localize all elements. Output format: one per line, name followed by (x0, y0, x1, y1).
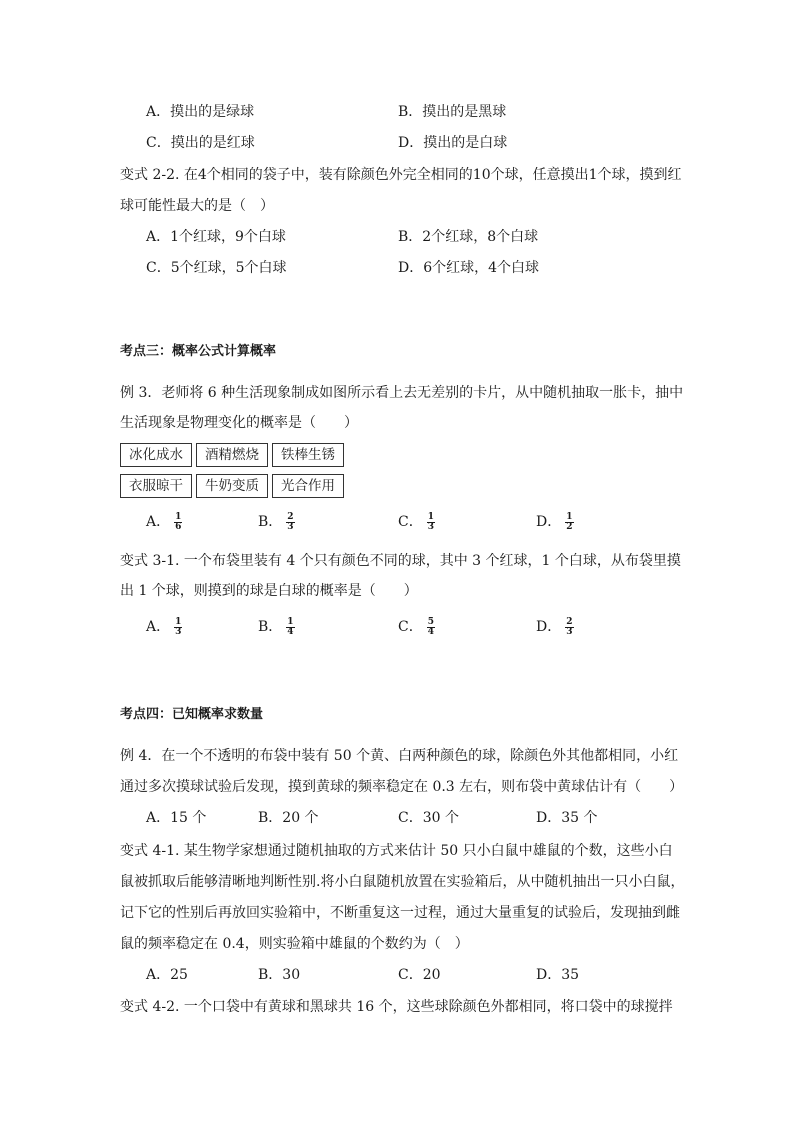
ex4-option-d: D．35 个 (536, 810, 598, 826)
q2-1-option-a: A．摸出的是绿球 (146, 104, 255, 120)
q3-1-option-d-label: D． (536, 619, 562, 635)
ex4-line1: 例 4．在一个不透明的布袋中装有 50 个黄、白两种颜色的球，除颜色外其他都相同，小红 (120, 748, 679, 764)
fraction-denominator: 2 (566, 521, 573, 532)
ex4-option-c: C．30 个 (398, 810, 459, 826)
ex3-option-c-label: C． (398, 514, 423, 530)
fraction-denominator: 4 (427, 626, 434, 637)
q2-1-option-c: C．摸出的是红球 (146, 135, 255, 151)
ex3-option-b-label: B． (258, 514, 283, 530)
fraction-denominator: 3 (287, 521, 294, 532)
q3-1-option-d (536, 617, 574, 637)
ex3-option-d-label: D． (536, 514, 562, 530)
q2-2-option-d: D．6个红球，4个白球 (398, 260, 540, 276)
fraction-denominator: 3 (427, 521, 434, 532)
q2-2-line2: 球可能性最大的是（ ） (120, 198, 274, 214)
fraction-numerator: 1 (566, 511, 573, 522)
fraction-denominator: 6 (175, 521, 182, 532)
q2-1-option-d: D．摸出的是白球 (398, 135, 508, 151)
ex3-line1: 例 3．老师将 6 种生活现象制成如图所示看上去无差别的卡片，从中随机抽取一胀卡，抽中 (120, 385, 684, 401)
q3-1-line1: 变式 3-1. 一个布袋里装有 4 个只有颜色不同的球，其中 3 个红球，1 个白球，从布袋里摸 (120, 553, 681, 569)
fraction-numerator: 1 (175, 511, 182, 522)
card-5: 牛奶变质 (196, 474, 268, 498)
q3-1-option-c-label: C． (398, 619, 423, 635)
ex4-option-a: A．15 个 (146, 810, 207, 826)
q3-1-option-d-fraction (565, 618, 573, 637)
ex3-option-c (398, 512, 435, 532)
fraction-numerator: 1 (175, 616, 182, 627)
ex3-option-a (146, 512, 182, 532)
q3-1-option-b-label: B． (258, 619, 283, 635)
ex4-line2: 通过多次摸球试验后发现，摸到黄球的频率稳定在 0.3 左右，则布袋中黄球估计有（ ） (120, 779, 684, 795)
q3-1-option-b-fraction (286, 618, 294, 637)
ex3-option-c-fraction (427, 513, 435, 532)
section3-heading: 考点三：概率公式计算概率 (120, 344, 277, 359)
q4-1-option-b: B．30 (258, 967, 301, 983)
q4-1-line4: 鼠的频率稳定在 0.4，则实验箱中雄鼠的个数约为（ ） (120, 936, 469, 952)
card-4: 衣服晾干 (120, 474, 192, 498)
card-6: 光合作用 (272, 474, 344, 498)
fraction-denominator: 3 (175, 626, 182, 637)
q3-1-option-a-fraction (174, 618, 182, 637)
q3-1-line2: 出 1 个球，则摸到的球是白球的概率是（ ） (120, 583, 418, 599)
q3-1-option-c (398, 617, 435, 637)
ex4-option-b: B．20 个 (258, 810, 319, 826)
q4-1-option-c: C．20 (398, 967, 441, 983)
ex3-option-a-fraction (174, 513, 182, 532)
q2-2-option-b: B．2个红球，8个白球 (398, 229, 539, 245)
fraction-numerator: 2 (287, 511, 294, 522)
q3-1-option-c-fraction (427, 618, 435, 637)
fraction-denominator: 3 (566, 626, 573, 637)
card-3: 铁棒生锈 (272, 443, 344, 467)
card-1: 冰化成水 (120, 443, 192, 467)
fraction-numerator: 1 (427, 511, 434, 522)
q4-2-line1: 变式 4-2. 一个口袋中有黄球和黑球共 16 个，这些球除颜色外都相同，将口袋中的球搅拌 (120, 999, 673, 1015)
q2-1-option-b: B．摸出的是黑球 (398, 104, 507, 120)
q4-1-option-a: A．25 (146, 967, 188, 983)
ex3-option-d-fraction (565, 513, 573, 532)
q3-1-option-b (258, 617, 295, 637)
q2-2-line1: 变式 2-2. 在4个相同的袋子中，装有除颜色外完全相同的10个球，任意摸出1个球，摸到红 (120, 167, 682, 183)
ex3-option-a-label: A． (146, 514, 171, 530)
ex3-option-b (258, 512, 295, 532)
q4-1-line3: 记下它的性别后再放回实验箱中，不断重复这一过程，通过大量重复的试验后，发现抽到雌 (120, 905, 680, 921)
card-2: 酒精燃烧 (196, 443, 268, 467)
q4-1-option-d: D．35 (536, 967, 580, 983)
q2-2-option-a: A．1个红球，9个白球 (146, 229, 286, 245)
q2-2-option-c: C．5个红球，5个白球 (146, 260, 287, 276)
fraction-numerator: 2 (566, 616, 573, 627)
ex3-line2: 生活现象是物理变化的概率是（ ） (120, 415, 358, 431)
q4-1-line2: 鼠被抓取后能够清晰地判断性别.将小白鼠随机放置在实验箱后，从中随机抽出一只小白鼠， (120, 874, 685, 890)
fraction-numerator: 1 (287, 616, 294, 627)
section4-heading: 考点四：已知概率求数量 (120, 707, 264, 722)
q3-1-option-a-label: A． (146, 619, 171, 635)
q4-1-line1: 变式 4-1. 某生物学家想通过随机抽取的方式来估计 50 只小白鼠中雄鼠的个数，这些小白 (120, 843, 673, 859)
fraction-denominator: 4 (287, 626, 294, 637)
ex3-option-d (536, 512, 574, 532)
fraction-numerator: 5 (427, 616, 434, 627)
ex3-option-b-fraction (286, 513, 294, 532)
q3-1-option-a (146, 617, 182, 637)
